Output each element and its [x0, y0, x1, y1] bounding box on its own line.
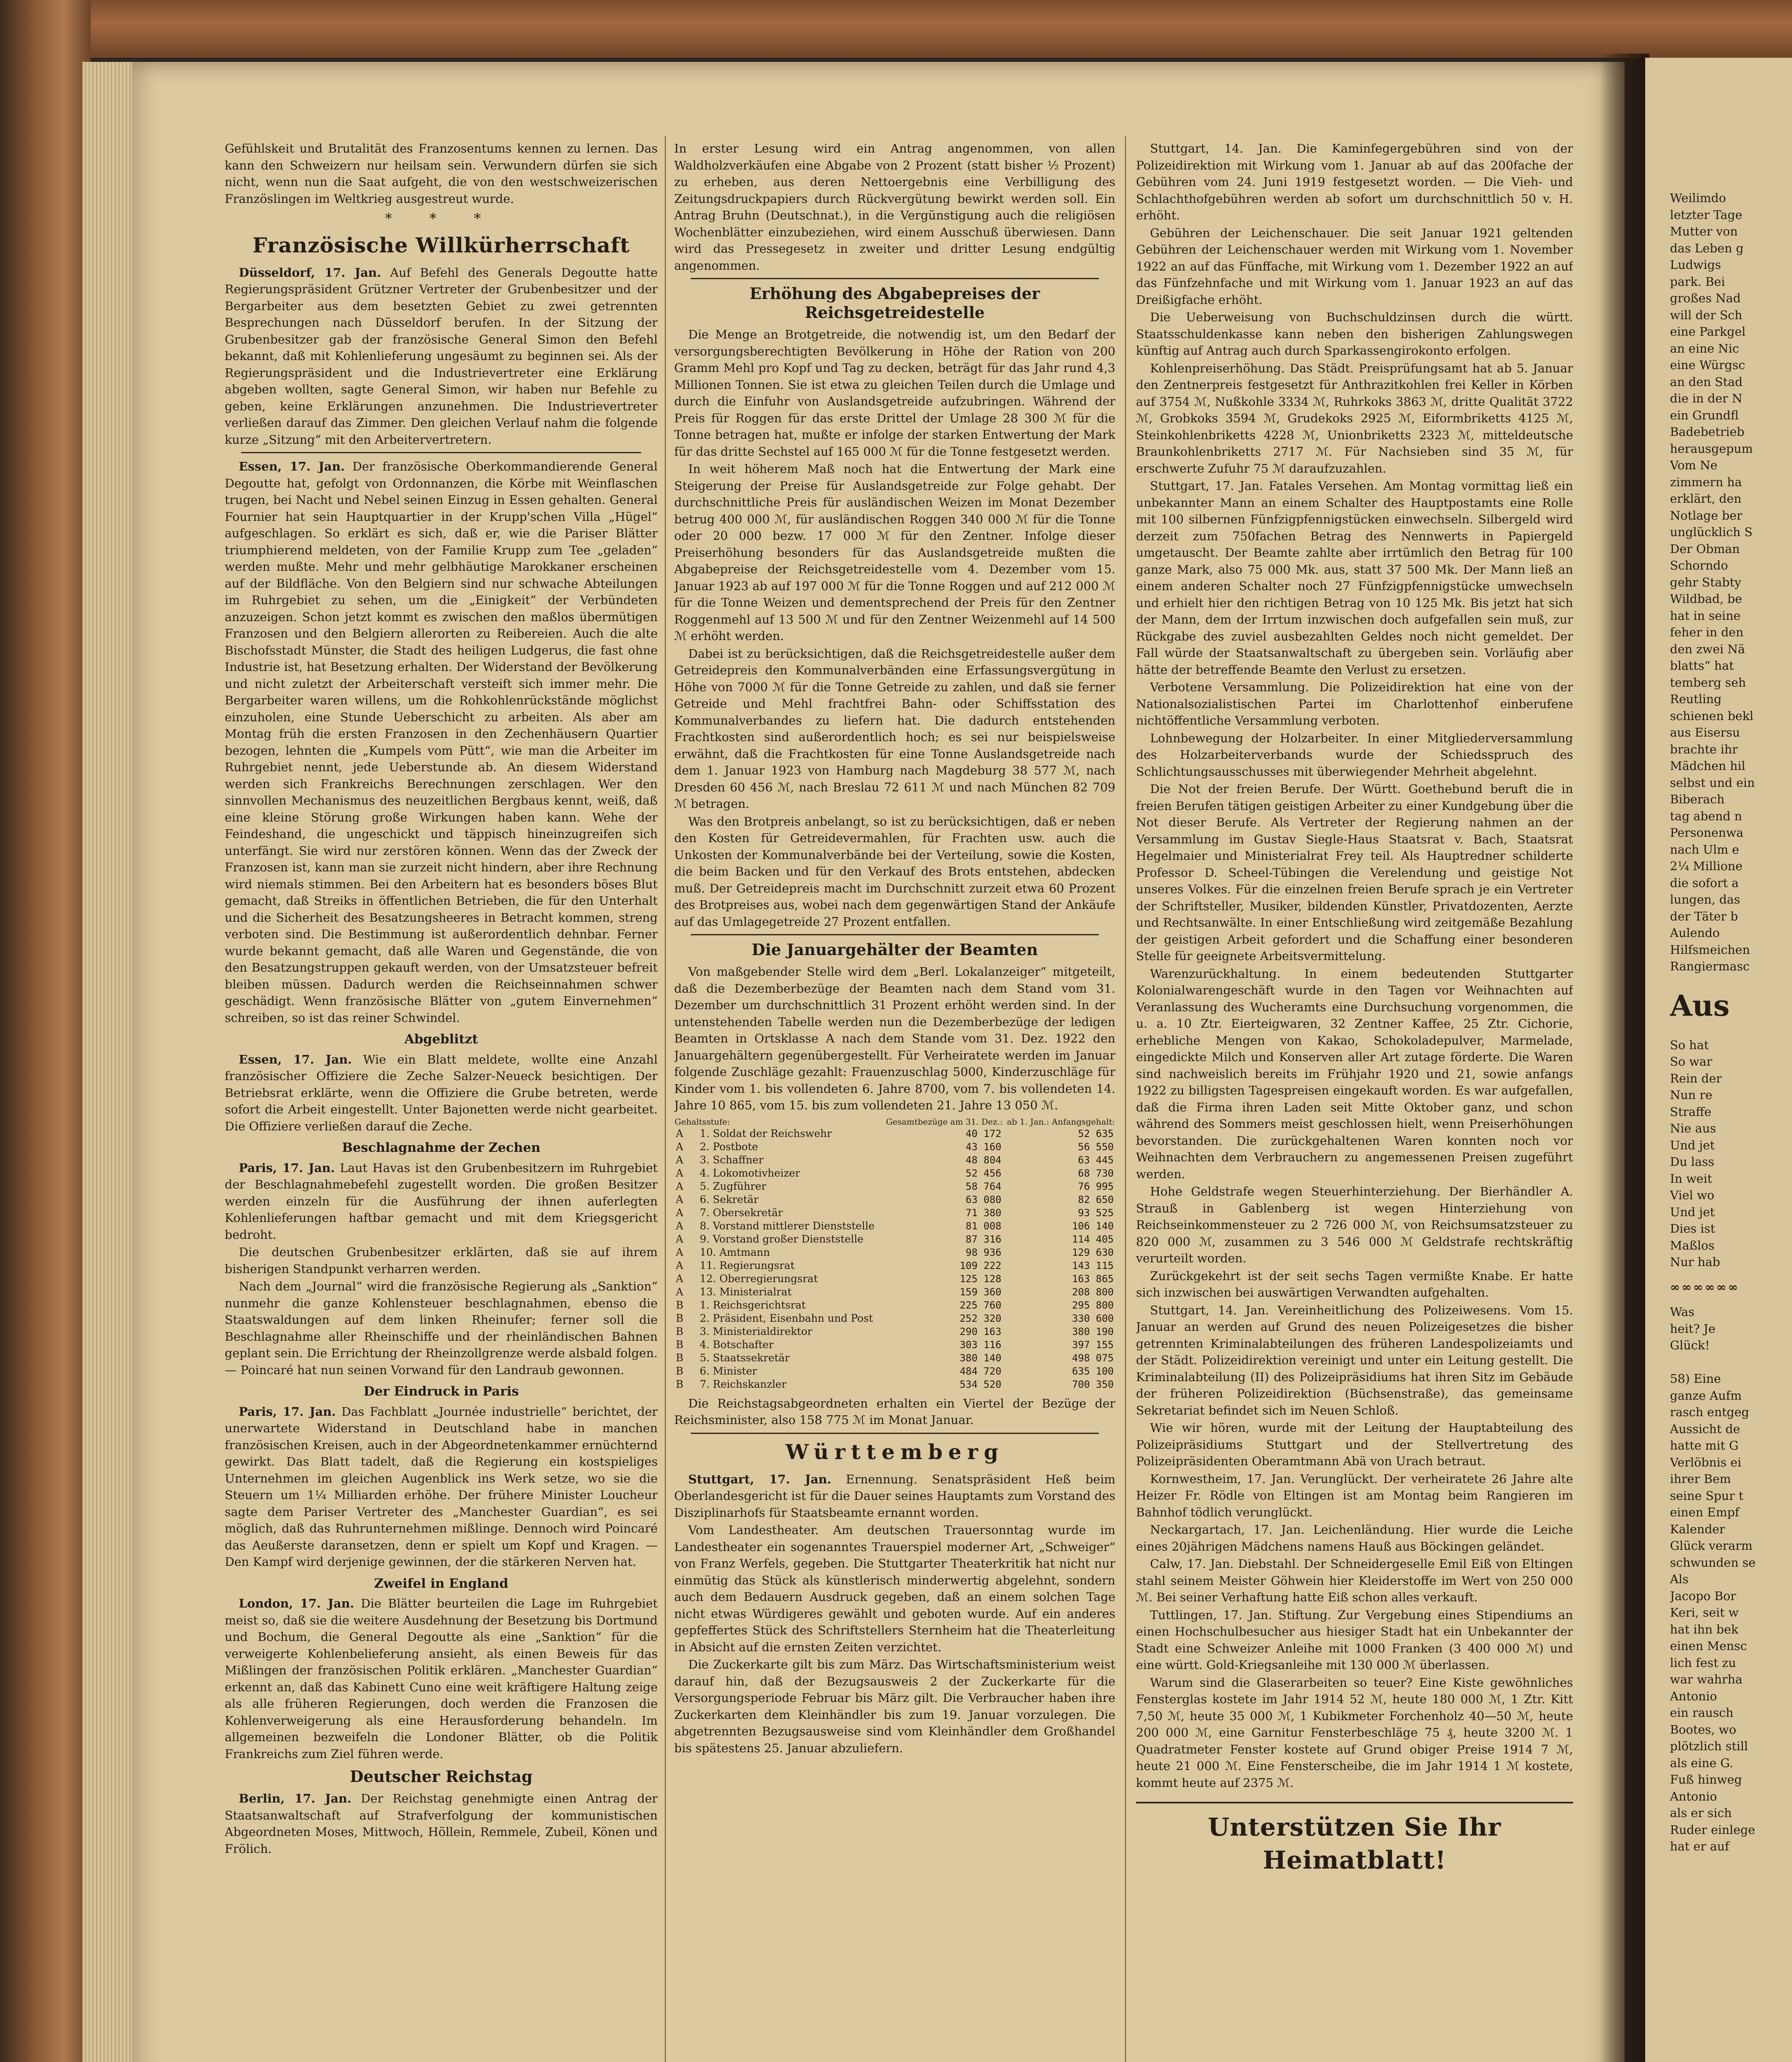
salary-january: 295 800: [1072, 1299, 1114, 1311]
salary-position: 7. Reichskanzler: [700, 1378, 787, 1390]
salary-december: 159 360: [959, 1286, 1002, 1298]
adjacent-line: den zwei Nä: [1670, 642, 1745, 656]
adjacent-line: Ruder einlege: [1670, 1822, 1755, 1837]
salary-position: 4. Lokomotivheizer: [700, 1167, 800, 1179]
article-paragraph: Zurückgekehrt ist der seit sechs Tagen vermißte Knabe. Er hatte sich inzwischen bei auswärtigen Verwandten aufgehalten.: [1136, 1269, 1573, 1299]
salary-group: A: [676, 1127, 684, 1139]
article-paragraph: Nach dem „Journal“ wird die französische Regierung als „Sanktion“ nunmehr die ganze Kohlensteuer beschlagnahmen, ebenso die Staatswaldungen auf dem linken Rheinufer; ferner soll die Beschlagnahme aller Rheinschiffe und der rheinländischen Bahnen geplant sein. Die Errichtung der Rheinzollgrenze werde alsbald folgen. — Poincaré hat nun seinen Vorwand für den Landraub gewonnen.: [225, 1279, 658, 1377]
headline-willkuer: Französische Willkürherrschaft: [252, 233, 630, 257]
article-paragraph: Stuttgart, 14. Jan. Die Kaminfegergebühren sind von der Polizeidirektion mit Wirkung vom 1. Januar ab auf das 200fache der Gebühren vom 24. Juni 1919 festgesetzt worden. — Die Vieh- und Schlachthofgebühren werden ab sofort um durchschnittlich 50 v. H. erhöht.: [1136, 141, 1573, 222]
salary-position: 8. Vorstand mittlerer Dienststelle: [700, 1219, 875, 1232]
salary-group: A: [676, 1167, 684, 1179]
adjacent-line: Reutling: [1670, 692, 1722, 706]
adjacent-line: ganze Aufm: [1670, 1388, 1742, 1403]
gutter-shadow: [1600, 54, 1649, 2062]
adjacent-line: eine Parkgel: [1670, 325, 1746, 339]
salary-december: 303 116: [959, 1339, 1002, 1351]
adjacent-line: schienen bekl: [1670, 709, 1754, 723]
adjacent-line: Vom Ne: [1670, 458, 1717, 472]
adjacent-line: aus Eisersu: [1670, 725, 1740, 739]
adjacent-line: Biberach: [1670, 792, 1725, 806]
article-paragraph: London, 17. Jan. Die Blätter beurteilen die Lage im Ruhrgebiet meist so, daß sie die weitere Ausdehnung der Besetzung bis Dortmund und Bochum, die General Degoutte als eine „Sanktion“ für die verweigerte Kohlenbelieferung ansieht, als einen Beweis für das Mißlingen der französischen Politik erklären. „Manchester Guardian“ erkennt an, daß das Kabinett Cuno eine weit kräftigere Haltung zeige als alle früheren Regierungen, doch werden die Franzosen die Kohlenverweigerung als eine Herausforderung behandeln. Im allgemeinen bezweifeln die Londoner Blätter, ob die Politik Frankreichs zum Ziel führen werde.: [225, 1596, 658, 1761]
article-paragraph: Kornwestheim, 17. Jan. Verunglückt. Der verheiratete 26 Jahre alte Heizer Fr. Rödle von Eltingen ist am Montag beim Rangieren im Bahnhof tödlich verunglückt.: [1136, 1471, 1573, 1519]
column-2: [674, 140, 1115, 1757]
adjacent-line: Verlöbnis ei: [1670, 1455, 1742, 1469]
adjacent-line: der Täter b: [1670, 909, 1738, 923]
adjacent-line: park. Bei: [1670, 274, 1725, 289]
adjacent-line: als eine G.: [1670, 1756, 1733, 1770]
table-row: [674, 1206, 1115, 1219]
table-row: [674, 1233, 1115, 1246]
article-paragraph: Tuttlingen, 17. Jan. Stiftung. Zur Vergebung eines Stipendiums an einen Hochschulbesucher aus hiesiger Stadt hat ein Unbekannter der Stadt eine Schweizer Anleihe mit 1000 Franken (3 400 000 ℳ) und eine württ. Gold-Kriegsanleihe mit 130 000 ℳ überlassen.: [1136, 1608, 1573, 1672]
article-paragraph: Von maßgebender Stelle wird dem „Berl. Lokalanzeiger“ mitgeteilt, daß die Dezemberbezüge der Beamten nach dem Stand vom 31. Dezember um durchschnittlich 31 Prozent erhöht werden sind. In der untenstehenden Tabelle werden nun die Dezemberbezüge der ledigen Beamten in Ortsklasse A nach dem Stande vom 31. Dez. 1922 den Januargehältern gegenübergestellt. Für Verheiratete werden im Januar folgende Zuschläge gezahlt: Frauenzuschlag 5000, Kinderzuschläge für Kinder vom 1. bis vollendeten 6. Jahre 8700, vom 7. bis vollendeten 14. Jahre 10 865, vom 15. bis zum vollendeten 21. Jahre 13 050 ℳ.: [674, 965, 1115, 1112]
adjacent-line: das Leben g: [1670, 241, 1744, 255]
table-row: [674, 1193, 1115, 1206]
adjacent-headline: Aus: [1670, 988, 1730, 1023]
salary-position: 2. Präsident, Eisenbahn und Post: [700, 1312, 873, 1324]
salary-position: 7. Obersekretär: [700, 1206, 783, 1219]
divider: [691, 278, 1099, 279]
table-header-dez: Gesamtbezüge am 31. Dez.:: [886, 1116, 1003, 1127]
salary-group: A: [676, 1259, 684, 1271]
salary-table: [674, 1116, 1115, 1391]
salary-position: 9. Vorstand großer Dienststelle: [700, 1233, 864, 1245]
adjacent-line: gehr Stabty: [1670, 575, 1741, 589]
adjacent-line: 58) Eine: [1670, 1372, 1721, 1386]
adjacent-line: Hilfsmeichen: [1670, 942, 1750, 957]
salary-group: B: [676, 1351, 684, 1364]
salary-december: 87 316: [965, 1233, 1002, 1245]
adjacent-line: hatte mit G: [1670, 1438, 1739, 1452]
article-paragraph: In erster Lesung wird ein Antrag angenommen, von allen Waldholzverkäufen eine Abgabe von 2 Prozent (statt bisher ½ Prozent) zu erheben, aus deren Nettoergebnis eine Verbilligung des Zeitungsdruckpapiers durch Rückvergütung bewirkt werden soll. Ein Antrag Bruhn (Deutschnat.), in die Vergünstigung auch die religiösen Wochenblätter einzubeziehen, wird einem Ausschuß überwiesen. Dann wird das Pressegesetz in zweiter und dritter Lesung endgültig angenommen.: [674, 141, 1115, 273]
salary-group: B: [676, 1378, 684, 1390]
salary-december: 380 140: [959, 1352, 1002, 1364]
adjacent-line: Der Obman: [1670, 541, 1740, 556]
intro-text: Gefühlskeit und Brutalität des Franzosentums kennen zu lernen. Das kann den Schweizern nur heilsam sein. Verwundern dürfen sie sich nicht, wenn nun die Saat aufgeht, die von den westschweizerischen Französlingen im Weltkrieg ausgestreut wurde.: [225, 141, 658, 206]
headline-abgeblitzt: Abgeblitzt: [404, 1032, 478, 1047]
salary-group: A: [676, 1233, 684, 1245]
adjacent-line: Ludwigs: [1670, 258, 1721, 272]
article-paragraph: Die Ueberweisung von Buchschuldzinsen durch die württ. Staatsschuldenkasse kann neben den bisherigen Zahlungswegen künftig auf Antrag auch durch Sparkassengirokonto erfolgen.: [1136, 310, 1573, 358]
salary-january: 63 445: [1078, 1154, 1114, 1166]
headline-januargehaelter: Die Januargehälter der Beamten: [751, 940, 1038, 959]
salary-december: 81 008: [965, 1220, 1002, 1232]
adjacent-line: selbst und ein: [1670, 775, 1755, 790]
adjacent-line: letzter Tage: [1670, 207, 1743, 222]
article-paragraph: Lohnbewegung der Holzarbeiter. In einer Mitgliederversammlung des Holzarbeiterverbands wurde der Schiedsspruch des Schlichtungsausschusses mit überwiegender Mehrheit abgelehnt.: [1136, 731, 1573, 779]
adjacent-line: Keri, seit w: [1670, 1605, 1739, 1619]
table-row: [674, 1299, 1115, 1312]
salary-january: 56 550: [1078, 1141, 1114, 1153]
salary-january: 163 865: [1072, 1273, 1114, 1285]
table-header-jan: ab 1. Jan.: Anfangsgehalt:: [1007, 1116, 1115, 1127]
salary-january: 68 730: [1078, 1167, 1114, 1179]
salary-january: 106 140: [1072, 1220, 1114, 1232]
salary-group: A: [676, 1193, 684, 1205]
adjacent-line: Badebetrieb: [1670, 425, 1745, 439]
adjacent-line: unglücklich S: [1670, 525, 1753, 539]
adjacent-line: einen Empf: [1670, 1505, 1740, 1519]
adjacent-line: Maßlos: [1670, 1238, 1714, 1252]
table-row: [674, 1180, 1115, 1193]
article-paragraph: Die Zuckerkarte gilt bis zum März. Das Wirtschaftsministerium weist darauf hin, daß der Bezugsausweis 2 der Zuckerkarte für die Versorgungsperiode Februar bis März gilt. Die Verbraucher haben ihre Zuckerkarten dem Kleinhändler bis zum 19. Januar vorzulegen. Die abgetrennten Bezugsausweise sind vom Kleinhändler dem Großhandel bis spätestens 25. Januar abzuliefern.: [674, 1657, 1115, 1755]
salary-january: 114 405: [1072, 1233, 1114, 1245]
salary-january: 397 155: [1072, 1339, 1114, 1351]
adjacent-line: war wahrha: [1670, 1672, 1743, 1686]
adjacent-line: Was: [1670, 1305, 1695, 1319]
adjacent-line: ein rausch: [1670, 1706, 1733, 1720]
adjacent-line: ihrer Bem: [1670, 1472, 1731, 1486]
salary-group: B: [676, 1312, 684, 1324]
table-row: [674, 1378, 1115, 1391]
table-row: [674, 1153, 1115, 1167]
article-paragraph: Vom Landestheater. Am deutschen Trauersonntag wurde im Landestheater ein sogenanntes Trauerspiel moderner Art, „Schweiger“ von Franz Werfels, gegeben. Die Stuttgarter Theaterkritik hat nicht nur einmütig das Stück als künstlerisch minderwertig abgelehnt, sondern auch dem Bedauern Ausdruck gegeben, daß an einem solchen Tage nicht etwas Würdigeres gewählt und geboten wurde. Auf ein anderes gepfeffertes Stück des Schriftstellers Sternheim hat die Theaterleitung in Absicht auf die ernsten Zeiten verzichtet.: [674, 1523, 1115, 1654]
adjacent-line: hat er auf: [1670, 1839, 1729, 1853]
salary-position: 3. Ministerialdirektor: [700, 1325, 812, 1337]
salary-december: 48 804: [965, 1154, 1002, 1166]
adjacent-line: Antonio: [1670, 1789, 1717, 1803]
table-row: [674, 1351, 1115, 1365]
salary-position: 5. Zugführer: [700, 1180, 767, 1192]
article-paragraph: Stuttgart, 17. Jan. Ernennung. Senatspräsident Heß beim Oberlandesgericht ist für die Dauer seines Hauptamts zum Vorstand des Disziplinarhofs für Staatsbeamte ernannt worden.: [674, 1472, 1115, 1520]
adjacent-line: Du lass: [1670, 1155, 1714, 1169]
salary-group: A: [676, 1219, 684, 1232]
adjacent-line: hat ihn bek: [1670, 1622, 1738, 1636]
adjacent-line: blatts“ hat: [1670, 659, 1734, 673]
adjacent-line: Nur hab: [1670, 1255, 1720, 1269]
adjacent-line: eine Würgsc: [1670, 358, 1745, 372]
adjacent-line: [1670, 1354, 1790, 1371]
article-paragraph: Stuttgart, 17. Jan. Fatales Versehen. Am Montag vormittag ließ ein unbekannter Mann an einem Schalter des Hauptpostamts eine Rolle mit 100 silbernen Fünfzigpfennigstücken einwechseln. Silbergeld wird derzeit zum 750fachen Betrag des Nennwerts in Papiergeld umgetauscht. Der Beamte zahlte aber irrtümlich den Betrag für 100 ganze Mark, also 75 000 Mk. aus, statt 37 500 Mk. Der Mann ließ an einem anderen Schalter noch 27 Fünfzigpfennigstücke umwechseln und erhielt hier den richtigen Betrag von 10 125 Mk. Bis jetzt hat sich der Mann, dem der Irrtum inzwischen doch aufgefallen sein muß, zur Rückgabe des zuviel ausbezahlten Geldes noch nicht gemeldet. Der Fall würde der Staatsanwaltschaft zu übergeben sein. Vorläufig aber hätte der betreffende Beamte den Verlust zu ersetzen.: [1136, 479, 1573, 677]
divider: [691, 934, 1099, 935]
adjacent-line: die in der N: [1670, 391, 1743, 405]
adjacent-line: an den Stad: [1670, 374, 1743, 389]
adjacent-line: zimmern ha: [1670, 475, 1742, 489]
salary-group: B: [676, 1325, 684, 1337]
adjacent-line: einen Mensc: [1670, 1639, 1747, 1653]
adjacent-line: Als: [1670, 1572, 1689, 1586]
table-row: [674, 1325, 1115, 1338]
divider: [691, 1433, 1099, 1434]
adjacent-line: ein Grundfl: [1670, 408, 1739, 422]
salary-december: 225 760: [959, 1299, 1002, 1311]
salary-january: 76 995: [1078, 1180, 1114, 1192]
table-row: [674, 1285, 1115, 1299]
adjacent-line: Nie aus: [1670, 1121, 1716, 1135]
salary-december: 252 320: [959, 1312, 1002, 1324]
adjacent-line: Notlage ber: [1670, 508, 1743, 523]
adjacent-line: Schorndo: [1670, 558, 1728, 572]
salary-position: 5. Staatssekretär: [700, 1351, 790, 1364]
adjacent-line: Dies ist: [1670, 1222, 1715, 1236]
salary-december: 534 520: [959, 1378, 1002, 1390]
binding-left: [0, 0, 91, 2062]
table-row: [674, 1246, 1115, 1259]
salary-december: 40 172: [965, 1128, 1002, 1139]
salary-group: B: [676, 1338, 684, 1351]
headline-beschlagnahme: Beschlagnahme der Zechen: [342, 1140, 541, 1155]
headline-erhoehung: Erhöhung des Abgabepreises der Reichsgetreidestelle: [749, 284, 1040, 322]
article-paragraph: Düsseldorf, 17. Jan. Auf Befehl des Generals Degoutte hatte Regierungspräsident Grützner Vertreter der Grubenbesitzer und der Bergarbeiter aus dem besetzten Gebiet zu zwei getrennten Besprechungen nach Düsseldorf berufen. In der Sitzung der Grubenbesitzer gab der französische General Simon den Befehl bekannt, daß mit Kohlenlieferung ungesäumt zu beginnen sei. Als der Regierungspräsident und die Industrievertreter eine Erklärung abgeben wollten, sagte General Simon, wir haben nur Befehle zu geben, keine Erklärungen anzunehmen. Die Industrievertreter verließen darauf das Zimmer. Den gleichen Verlauf nahm die folgende kurze „Sitzung“ mit den Arbeitervertretern.: [225, 265, 658, 447]
adjacent-line: Mädchen hil: [1670, 759, 1745, 773]
article-paragraph: Wie wir hören, wurde mit der Leitung der Hauptabteilung des Polizeipräsidiums Stuttgart und der Stellvertretung des Polizeipräsidenten Oberamtmann Abä von Urach betraut.: [1136, 1421, 1573, 1468]
adjacent-line: seine Spur t: [1670, 1488, 1744, 1503]
salary-position: 3. Schaffner: [700, 1153, 764, 1166]
column-rule: [1125, 136, 1126, 2062]
table-row: [674, 1259, 1115, 1272]
salary-position: 6. Sekretär: [700, 1193, 759, 1205]
salary-position: 13. Ministerialrat: [700, 1285, 792, 1298]
adjacent-page-text: [1670, 190, 1790, 1855]
salary-december: 43 160: [965, 1141, 1002, 1153]
adjacent-line: Wildbad, be: [1670, 592, 1742, 606]
headline-reichstag: Deutscher Reichstag: [350, 1767, 533, 1786]
divider: [241, 452, 641, 453]
article-paragraph: Gebühren der Leichenschauer. Die seit Januar 1921 geltenden Gebühren der Leichenschauer werden mit Wirkung vom 1. November 1922 an auf das Fünffache, mit Wirkung vom 1. Dezember 1922 an auf das Fünfzehnfache und mit Wirkung vom 1. Januar 1923 an auf das Dreißigfache erhöht.: [1136, 226, 1573, 307]
adjacent-line: herausgepum: [1670, 441, 1753, 456]
table-row: [674, 1272, 1115, 1285]
article-paragraph: Warum sind die Glaserarbeiten so teuer? Eine Kiste gewöhnliches Fensterglas kostete im Jahr 1914 52 ℳ, heute 180 000 ℳ, 1 Ztr. Kitt 7,50 ℳ, heute 35 000 ℳ, 1 Kubikmeter Forchenholz 40—50 ℳ, heute 200 000 ℳ, eine Garnitur Fensterbeschläge 75 ₰, heute 3200 ℳ. 1 Quadratmeter Fenster kostete auf Grund obiger Preise 1914 7 ℳ, heute 21 000 ℳ. Eine Fensterscheibe, die im Jahr 1914 1 ℳ kostete, kommt heute auf 2375 ℳ.: [1136, 1675, 1573, 1790]
salary-position: 4. Botschafter: [700, 1338, 774, 1351]
salary-group: A: [676, 1180, 684, 1192]
salary-group: A: [676, 1272, 684, 1285]
salary-december: 109 222: [959, 1259, 1002, 1271]
adjacent-line: So hat: [1670, 1038, 1709, 1052]
salary-position: 2. Postbote: [700, 1140, 758, 1153]
article-paragraph: Hohe Geldstrafe wegen Steuerhinterziehung. Der Bierhändler A. Strauß in Gablenberg ist wegen Hinterziehung von Reichseinkommensteuer zu 2 726 000 ℳ, von Reichsumsatzsteuer zu 820 000 ℳ, zusammen zu 3 546 000 ℳ Geldstrafe rechtskräftig verurteilt worden.: [1136, 1184, 1573, 1265]
adjacent-line: feher in den: [1670, 625, 1744, 639]
adjacent-line: Mutter von: [1670, 224, 1738, 238]
column-3: [1136, 140, 1573, 1877]
salary-january: 635 100: [1072, 1365, 1114, 1377]
article-paragraph: Verbotene Versammlung. Die Polizeidirektion hat eine von der Nationalsozialistischen Partei im Charlottenhof einberufene nichtöffentliche Versammlung verboten.: [1136, 680, 1573, 727]
article-paragraph: Dabei ist zu berücksichtigen, daß die Reichsgetreidestelle außer dem Getreidepreis den Kommunalverbänden eine Erfassungsvergütung in Höhe von 7000 ℳ für die Tonne Getreide zu zahlen, und daß sie ferner Getreide und Mehl frachtfrei Bahn- oder Schiffsstation des Kommunalverbandes zu liefern hat. Die dadurch entstehenden Frachtkosten sind außerordentlich hoch; es sei nur beispielsweise erwähnt, daß die Frachtkosten für eine Tonne Auslandsgetreide nach dem 1. Januar 1923 von Hamburg nach Magdeburg 38 577 ℳ, nach Dresden 60 456 ℳ, nach Breslau 72 611 ℳ und nach München 82 709 ℳ betragen.: [674, 646, 1115, 811]
adjacent-line: Aulendo: [1670, 926, 1720, 940]
adjacent-line: Fuß hinweg: [1670, 1772, 1742, 1787]
adjacent-line: Bootes, wo: [1670, 1722, 1736, 1737]
adjacent-line: als er sich: [1670, 1806, 1732, 1820]
article-paragraph: Die Not der freien Berufe. Der Württ. Goethebund beruft die in freien Berufen tätigen geistigen Arbeiter zu einer Kundgebung über die Not dieser Berufe. Als Vertreter der Regierung nahmen an der Versammlung im Gustav Siegle-Haus Staatsrat v. Bach, Staatsrat Hegelmaier und Ministerialrat Frey teil. Als Hauptredner schilderte Professor D. Scheel-Tübingen die Verelendung und geistige Not unseres Volkes. Für die einzelnen freien Berufe sprach je ein Vertreter der Schriftsteller, Musiker, bildenden Künstler, Privatdozenten, Aerzte und Rechtsanwälte. In einer Entschließung wird zeitgemäße Bezahlung der geistigen Arbeit gefordert und die Schaffung einer besonderen Stelle für geeignete Arbeitsvermittelung.: [1136, 782, 1573, 963]
adjacent-line: So war: [1670, 1055, 1712, 1069]
salary-position: 6. Minister: [700, 1365, 757, 1377]
salary-january: 380 190: [1072, 1325, 1114, 1337]
salary-december: 484 720: [959, 1365, 1002, 1377]
article-paragraph: Stuttgart, 14. Jan. Vereinheitlichung des Polizeiwesens. Vom 15. Januar an werden auf Grund des neuen Polizeigesetzes die bisher getrennten Kriminalabteilungen des früheren Landespolizeiamts und der Städt. Polizeidirektion vereinigt und unter ein Leitung gestellt. Die Kriminalabteilung (II) des Polizeipräsidiums hat ihren Sitz im Gebäude der früheren Polizeidirektion (Büchsenstraße), das gemeinsame Sekretariat befindet sich im Neuen Schloß.: [1136, 1303, 1573, 1417]
adjacent-line: Und jet: [1670, 1205, 1715, 1219]
adjacent-line: Jacopo Bor: [1670, 1589, 1736, 1603]
salary-december: 125 128: [959, 1273, 1002, 1285]
table-header-stufe: Gehaltsstufe:: [675, 1116, 730, 1127]
adjacent-line: plötzlich still: [1670, 1739, 1748, 1753]
salary-december: 98 936: [965, 1246, 1002, 1258]
table-row: [674, 1365, 1115, 1378]
adjacent-line: Kalender: [1670, 1522, 1725, 1536]
article-paragraph: In weit höherem Maß noch hat die Entwertung der Mark eine Steigerung der Preise für Auslandsgetreide zur Folge gehabt. Der durchschnittliche Preis für ausländischen Weizen im Monat Dezember betrug 400 000 ℳ, für ausländischen Roggen 340 000 ℳ für die Tonne oder 20 000 bezw. 17 000 ℳ für den Zentner. Infolge dieser Preiserhöhung besonders für das Auslandsgetreide mußten die Abgabepreise der Reichsgetreidestelle vom 4. Dezember vom 15. Januar 1923 ab auf 197 000 ℳ für die Tonne Roggen und auf 212 000 ℳ für die Tonne Weizen und dementsprechend der Preis für den Zentner Roggenmehl auf 13 500 ℳ und für den Zentner Weizenmehl auf 14 500 ℳ erhöht werden.: [674, 462, 1115, 643]
adjacent-line: an eine Nic: [1670, 341, 1739, 355]
adjacent-line: will der Sch: [1670, 308, 1743, 322]
salary-group: A: [676, 1153, 684, 1166]
adjacent-line: In weit: [1670, 1171, 1712, 1186]
table-row: [674, 1219, 1115, 1233]
table-row: [674, 1338, 1115, 1351]
adjacent-line: großes Nad: [1670, 291, 1741, 305]
headline-eindruck: Der Eindruck in Paris: [363, 1384, 519, 1399]
adjacent-page: [1645, 58, 1792, 2062]
salary-group: B: [676, 1299, 684, 1311]
table-row: [674, 1127, 1115, 1140]
adjacent-line: Aussicht de: [1670, 1422, 1740, 1436]
salary-position: 11. Regierungsrat: [700, 1259, 795, 1271]
salary-january: 208 800: [1072, 1286, 1114, 1298]
salary-january: 129 630: [1072, 1246, 1114, 1258]
article-paragraph: Essen, 17. Jan. Wie ein Blatt meldete, wollte eine Anzahl französischer Offiziere die Zeche Salzer-Neueck besichtigen. Der Betriebsrat erklärte, wenn die Offiziere die Grube betreten, werde sofort die Arbeit eingestellt. Unter Bajonetten werde nicht gearbeitet. Die Offiziere verließen darauf die Zeche.: [225, 1052, 658, 1133]
salary-group: A: [676, 1206, 684, 1219]
article-paragraph: Berlin, 17. Jan. Der Reichstag genehmigte einen Antrag der Staatsanwaltschaft auf Strafverfolgung der kommunistischen Abgeordneten Moses, Mittwoch, Höllein, Remmele, Zubeil, Könen und Frölich.: [225, 1791, 658, 1856]
salary-december: 290 163: [959, 1325, 1002, 1337]
salary-december: 58 764: [965, 1180, 1002, 1192]
salary-position: 1. Soldat der Reichswehr: [700, 1127, 832, 1139]
binding-top: [0, 0, 1792, 58]
table-row: [674, 1140, 1115, 1153]
separator-stars: * * *: [385, 210, 498, 227]
adjacent-line: Und jet: [1670, 1138, 1715, 1152]
salary-january: 93 525: [1078, 1207, 1114, 1219]
column-1: [225, 140, 658, 1858]
adjacent-line: Glück!: [1670, 1338, 1710, 1352]
salary-december: 52 456: [965, 1167, 1002, 1179]
salary-january: 82 650: [1078, 1193, 1114, 1205]
article-paragraph: Paris, 17. Jan. Laut Havas ist den Grubenbesitzern im Ruhrgebiet der Beschlagnahmebefehl zugestellt worden. Die großen Besitzer werden einzeln für die Ausführung der ihnen auferlegten Kohlenlieferungen haftbar gemacht und mit dem Kriegsgericht bedroht.: [225, 1160, 658, 1242]
article-paragraph: Kohlenpreiserhöhung. Das Städt. Preisprüfungsamt hat ab 5. Januar den Zentnerpreis festgesetzt für Anthrazitkohlen frei Keller in Körben auf 3754 ℳ, Nußkohle 3334 ℳ, Ruhrkoks 3863 ℳ, dritte Qualität 3722 ℳ, Grobkoks 3594 ℳ, Grudekoks 2925 ℳ, Eiformbriketts 4125 ℳ, Steinkohlenbriketts 4228 ℳ, Unionbriketts 2323 ℳ, mitteldeutsche Braunkohlenbriketts 2717 ℳ. Für Nachsieben sind 35 ℳ, für erschwerte Zufuhr 75 ℳ daraufzuzahlen.: [1136, 361, 1573, 475]
adjacent-line: Personenwa: [1670, 826, 1744, 840]
adjacent-line: erklärt, den: [1670, 492, 1742, 506]
adjacent-line: 2¼ Millione: [1670, 859, 1743, 873]
salary-january: 330 600: [1072, 1312, 1114, 1324]
salary-position: 10. Amtmann: [700, 1246, 770, 1258]
table-row: [674, 1167, 1115, 1180]
adjacent-line: Nun re: [1670, 1088, 1712, 1102]
adjacent-line: die sofort a: [1670, 876, 1739, 890]
adjacent-line: schwunden se: [1670, 1555, 1756, 1570]
salary-group: A: [676, 1140, 684, 1153]
article-paragraph: Was den Brotpreis anbelangt, so ist zu berücksichtigen, daß er neben den Kosten für Getreidevermahlen, für Frachten usw. auch die Unkosten der Kommunalverbände bei der Verteilung, sowie die Kosten, die beim Backen und für den Verkauf des Brots entstehen, abdecken muß. Der Getreidepreis macht im Durchschnitt zurzeit etwa 60 Prozent des Brotpreises aus, wobei nach dem gegenwärtigen Stand der Ankäufe auf das Umlagegetreide 27 Prozent entfallen.: [674, 814, 1115, 929]
adjacent-line: nach Ulm e: [1670, 842, 1739, 857]
banner-heimatblatt: Unterstützen Sie Ihr Heimatblatt!: [1136, 1802, 1573, 1877]
salary-january: 700 350: [1072, 1378, 1114, 1390]
adjacent-line: heit? Je: [1670, 1321, 1716, 1336]
page-edges: [82, 62, 140, 2062]
article-paragraph: Die deutschen Grubenbesitzer erklärten, daß sie auf ihrem bisherigen Standpunkt verharren werden.: [225, 1245, 658, 1276]
salary-group: B: [676, 1365, 684, 1377]
adjacent-line: Antonio: [1670, 1689, 1717, 1703]
headline-wuerttemberg: Württemberg: [785, 1439, 1004, 1464]
salary-position: 1. Reichsgerichtsrat: [700, 1299, 806, 1311]
article-paragraph: Die Reichstagsabgeordneten erhalten ein Viertel der Bezüge der Reichsminister, also 158 775 ℳ im Monat Januar.: [674, 1396, 1115, 1427]
adjacent-line: Glück verarm: [1670, 1539, 1753, 1553]
salary-group: A: [676, 1285, 684, 1298]
article-paragraph: Paris, 17. Jan. Das Fachblatt „Journée industrielle“ berichtet, der unerwartete Widerstand in Deutschland habe in manchen französischen Kreisen, auch in der Abgeordnetenkammer ernüchternd gewirkt. Das Blatt tadelt, daß die Regierung ein kostspieliges Unternehmen im gleichen Augenblick ins Werk setze, wo sie die Steuern um 1¼ Milliarden erhöhe. Der frühere Minister Loucheur sagte dem Pariser Vertreter des „Manchester Guardian“, es sei möglich, daß das Ruhrunternehmen mißlinge. Dennoch wird Poincaré das Aeußerste daransetzen, denn er spielt um Kopf und Kragen. — Den Kampf wird derjenige gewinnen, der die stärkeren Nerven hat.: [225, 1404, 658, 1569]
adjacent-line: hat in seine: [1670, 608, 1741, 623]
salary-position: 12. Oberregierungsrat: [700, 1272, 818, 1285]
article-paragraph: Neckargartach, 17. Jan. Leichenländung. Hier wurde die Leiche eines 20jährigen Mädchens namens Hauß aus Böckingen geländet.: [1136, 1523, 1573, 1554]
adjacent-line: Weilimdo: [1670, 191, 1726, 205]
adjacent-line: rasch entgeg: [1670, 1405, 1749, 1419]
article-paragraph: Warenzurückhaltung. In einem bedeutenden Stuttgarter Kolonialwarengeschäft wurde in den Tagen vor Weihnachten auf Veranlassung des Wucheramts eine Durchsuchung vorgenommen, die u. a. 10 Ztr. Eierteigwaren, 32 Zentner Kaffee, 25 Ztr. Cichorie, erhebliche Mengen von Kakao, Schokoladepulver, Marmelade, eingedickte Milch und Konserven aller Art zutage förderte. Die Waren sind nachweislich bereits im Frühjahr 1920 und 21, sowie anfangs 1922 zu billigsten Tagespreisen eingekauft worden. Es war aufgefallen, daß die Firma ihren Laden seit Mitte Oktober ganz, und schon während des Sommers meist geschlossen hielt, wenn Preiserhöhungen bevorstanden. Die zurückgehaltenen Waren konnten noch vor Weihnachten dem Verbrauchern zu angemessenen Preisen zugeführt werden.: [1136, 966, 1573, 1181]
salary-december: 71 380: [965, 1207, 1002, 1219]
adjacent-line: Viel wo: [1670, 1188, 1714, 1202]
article-paragraph: Calw, 17. Jan. Diebstahl. Der Schneidergeselle Emil Eiß von Eltingen stahl seinem Meister Göhwein hier Kleiderstoffe im Wert von 250 000 ℳ. Bei seiner Verhaftung hatte Eiß schon alles verkauft.: [1136, 1557, 1573, 1604]
salary-january: 52 635: [1078, 1128, 1114, 1139]
salary-january: 143 115: [1072, 1259, 1114, 1271]
adjacent-line: Rangiermasc: [1670, 959, 1750, 973]
adjacent-line: Straffe: [1670, 1104, 1712, 1119]
salary-january: 498 075: [1072, 1352, 1114, 1364]
column-rule: [665, 136, 666, 2062]
article-paragraph: Essen, 17. Jan. Der französische Oberkommandierende General Degoutte hat, gefolgt von Ordonnanzen, die Körbe mit Weinflaschen trugen, bei Nacht und Nebel seinen Einzug in Essen gehalten. General Fournier hat sein Hauptquartier in der Krupp'schen Villa „Hügel“ aufgeschlagen. So erklärt es sich, daß er, wie die Pariser Blätter triumphierend meldeten, von der Familie Krupp zum Tee „geladen“ werden mußte. Mehr und mehr gelbhäutige Marokkaner erscheinen auf der Bildfläche. Von den Belgiern sind nur schwache Abteilungen im Ruhrgebiet zu sehen, um die „Einigkeit“ der Verbündeten anzuzeigen. Schon jetzt kommt es zwischen den maßlos übermütigen Franzosen und den Belgiern allerorten zu Reibereien. Auch die alte Bischofsstadt Münster, die Stadt des heiligen Ludgerus, die fast ohne Industrie ist, hat Besetzung erhalten. Der Widerstand der Bevölkerung und nicht zuletzt der Arbeiterschaft versteift sich immer mehr. Die Bergarbeiter waren willens, um die Rohkohlenrückstände möglichst einzuholen, eine Stunde Ueberschicht zu arbeiten. Als aber am Montag früh die ersten Franzosen in den Zechenhäusern Quartier bezogen, lehnten die „Kumpels vom Pütt“, wie man die Arbeiter im Ruhrgebiet nennt, jede Ueberstunde ab. An diesem Widerstand werden sich Frankreichs Berechnungen zerschlagen. Wer den sinnvollen Mechanismus des neuzeitlichen Bergbaus kennt, weiß, daß eine kleine Störung große Wirkungen haben kann. Wehe der Feindeshand, die ungeschickt und täppisch hineinzugreifen sich unterfängt. Sie wird nur zerstören können. Wenn das der Zweck der Franzosen ist, kann man sie zurzeit nicht hindern, aber ihre Rechnung wird niemals stimmen. Bei den Arbeitern hat es besonders böses Blut gemacht, daß Streiks in öffentlichen Betrieben, die für den Unterhalt und die Sicherheit des Besatzungsheeres in Betracht kommen, streng verboten sind. Die Bestimmung ist außerordentlich dehnbar. Ferner wurde bekannt gemacht, daß alle Waren und Gegenstände, die von den Besatzungstruppen gekauft werden, von der Umsatzsteuer befreit bleiben müssen. Dadurch werden die Reichseinnahmen schwer geschädigt. Wenn französische Blätter von „gutem Einvernehmen“ schreiben, so ist das reiner Schwindel.: [225, 459, 658, 1025]
salary-group: A: [676, 1246, 684, 1258]
adjacent-line: tag abend n: [1670, 809, 1742, 823]
salary-december: 63 080: [965, 1193, 1002, 1205]
article-paragraph: Die Menge an Brotgetreide, die notwendig ist, um den Bedarf der versorgungsberechtigten Bevölkerung in Höhe der Ration von 200 Gramm Mehl pro Kopf und Tag zu decken, beträgt für das Jahr rund 4,3 Millionen Tonnen. Sie ist etwa zu gleichen Teilen durch die Umlage und durch die Einfuhr von Auslandsgetreide aufzubringen. Während der Preis für Roggen für das erste Drittel der Umlage 28 300 ℳ für die Tonne betragen hat, mußte er infolge der starken Entwertung der Mark für das dritte Sechstel auf 165 000 ℳ für die Tonne festgesetzt werden.: [674, 327, 1115, 459]
headline-zweifel: Zweifel in England: [374, 1576, 508, 1591]
adjacent-line: lungen, das: [1670, 892, 1740, 906]
adjacent-line: lich fest zu: [1670, 1655, 1736, 1670]
adjacent-line: temberg seh: [1670, 675, 1746, 690]
adjacent-line: Rein der: [1670, 1071, 1722, 1085]
table-row: [674, 1312, 1115, 1325]
adjacent-line: brachte ihr: [1670, 742, 1738, 756]
ornament-rule: ∞∞∞∞∞∞: [1670, 1280, 1740, 1294]
